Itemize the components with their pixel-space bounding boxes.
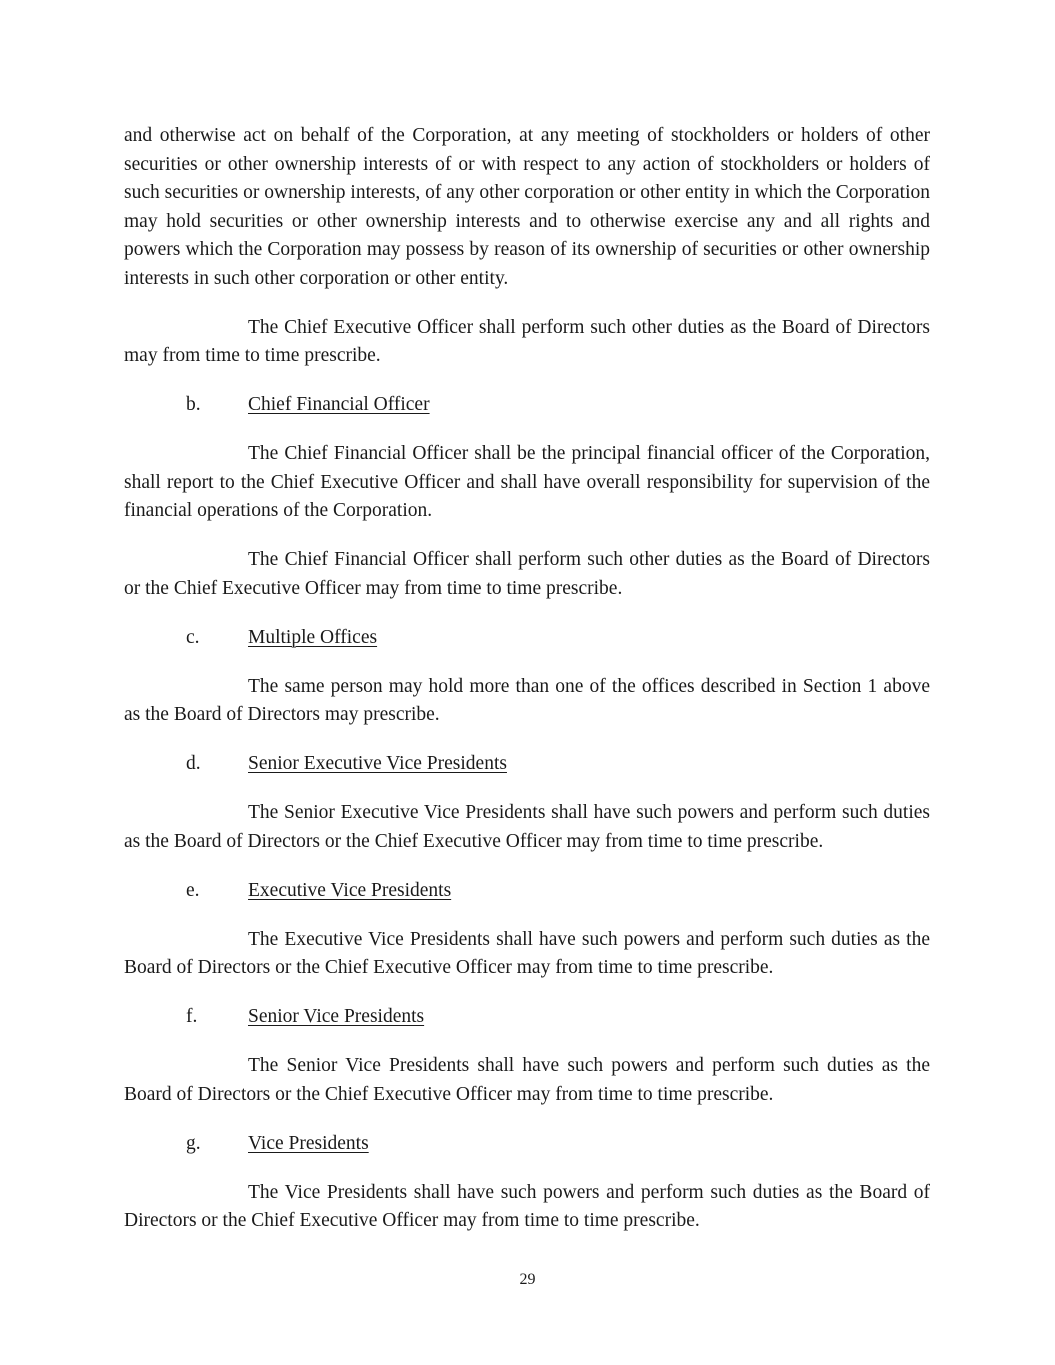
section-paragraph: The same person may hold more than one of the offices described in Section 1 above as the Board of Directors may prescribe.	[124, 675, 930, 725]
section-letter: e.	[186, 879, 200, 901]
section-heading-multiple-offices	[124, 624, 930, 653]
section-title: Vice Presidents	[248, 1132, 369, 1154]
section-heading-chief-financial-officer	[124, 391, 930, 420]
section-letter: c.	[186, 626, 200, 648]
section-heading-senior-vice-presidents	[124, 1003, 930, 1032]
section-title: Senior Executive Vice Presidents	[248, 753, 507, 774]
section-title: Multiple Offices	[248, 626, 378, 648]
section-heading-vice-presidents	[124, 1130, 930, 1159]
section-paragraph: The Vice Presidents shall have such powers and perform such duties as the Board of Directors or the Chief Executive Officer may from time to time prescribe.	[124, 1181, 930, 1231]
document-page	[124, 122, 930, 1256]
section-letter: d.	[186, 753, 201, 774]
page-number: 29	[519, 1271, 536, 1288]
section-paragraph: The Executive Vice Presidents shall have such powers and perform such duties as the Board of Directors or the Chief Executive Officer may from time to time prescribe.	[124, 928, 930, 978]
section-heading-executive-vice-presidents	[124, 877, 930, 906]
intro-paragraph: and otherwise act on behalf of the Corporation, at any meeting of stockholders or holders of other securities or other ownership interests of or with respect to any action of stockholders or holders of such securities or ownership interests, of any other corporation or other entity in which the Corporation may hold securities or other ownership interests and to otherwise exercise any and all rights and powers which the Corporation may possess by reason of its ownership of securities or other ownership interests in such other corporation or other entity.	[124, 125, 930, 289]
section-letter: f.	[186, 1006, 198, 1027]
section-title: Chief Financial Officer	[248, 394, 430, 415]
section-title: Executive Vice Presidents	[248, 879, 452, 901]
section-paragraph: The Chief Financial Officer shall be the principal financial officer of the Corporation, shall report to the Chief Executive Officer and shall have overall responsibility for supervision of the financial operations of the Corporation.	[124, 443, 930, 521]
section-paragraph: The Senior Vice Presidents shall have such powers and perform such duties as the Board of Directors or the Chief Executive Officer may from time to time prescribe.	[124, 1055, 930, 1105]
section-heading-senior-executive-vice-presidents	[124, 750, 930, 779]
section-paragraph: The Senior Executive Vice Presidents shall have such powers and perform such duties as the Board of Directors or the Chief Executive Officer may from time to time prescribe.	[124, 802, 930, 852]
section-title: Senior Vice Presidents	[248, 1006, 425, 1027]
section-paragraph: The Chief Financial Officer shall perform such other duties as the Board of Directors or the Chief Executive Officer may from time to time prescribe.	[124, 549, 930, 599]
section-letter: b.	[186, 394, 201, 415]
ceo-duties-paragraph: The Chief Executive Officer shall perform such other duties as the Board of Directors may from time to time prescribe.	[124, 316, 930, 366]
section-letter: g.	[186, 1132, 201, 1154]
